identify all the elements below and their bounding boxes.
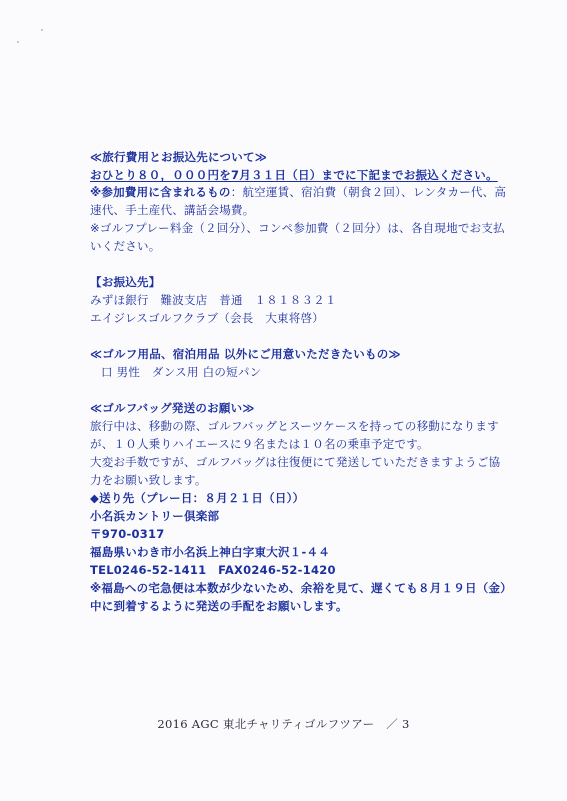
shipping-deadline-note-cont: 中に到着するように発送の手配をお願いします。: [90, 599, 348, 613]
fee-included-cont: 速代、手土産代、講話会場費。: [90, 203, 255, 217]
destination-address: 福島県いわき市小名浜上神白字東大沢１-４４: [90, 545, 331, 559]
destination-zip: 〒970-0317: [90, 527, 165, 541]
shipping-text-line: 大変お手数ですが、ゴルフバッグは往復便にて発送していただきますようご協: [90, 455, 501, 469]
fee-section-heading: ≪旅行費用とお振込先について≫: [90, 150, 268, 164]
fee-excluded-line: ※ゴルフプレー料金（２回分）、コンペ参加費（２回分）は、各自現地でお支払: [90, 221, 505, 235]
bank-heading: 【お振込先】: [90, 275, 161, 289]
destination-club-name: 小名浜カントリー倶楽部: [90, 509, 220, 523]
scan-artifact-mark: ': [17, 40, 19, 48]
page-footer: 2016 AGC 東北チャリティゴルフツアー ／ 3: [157, 717, 410, 731]
items-checklist-item: 口 男性 ダンス用 白の短パン: [101, 365, 262, 379]
fee-included-text: ：航空運賃、宿泊費（朝食２回）、レンタカー代、高: [230, 185, 507, 199]
destination-phone-fax: TEL0246-52-1411 FAX0246-52-1420: [90, 563, 336, 577]
fee-amount-line: おひとり８０，０００円を7月３１日（日）までに下記までお振込ください。: [90, 168, 498, 182]
shipping-text-line: 旅行中は、移動の際、ゴルフバッグとスーツケースを持っての移動になります: [90, 419, 499, 433]
shipping-text-line: が、１０人乗りハイエースに９名または１０名の乗車予定です。: [90, 437, 429, 451]
shipping-heading: ≪ゴルフバッグ発送のお願い≫: [90, 401, 255, 415]
shipping-deadline-note: ※福島への宅急便は本数が少ないため、余裕を見て、遅くても８月１９日（金）: [90, 581, 512, 595]
fee-excluded-cont: いください。: [90, 239, 161, 253]
items-heading: ≪ゴルフ用品、宿泊用品 以外にご用意いただきたいもの≫: [90, 347, 401, 361]
fee-included-line: [90, 185, 506, 199]
scan-artifact-mark: ': [41, 28, 43, 36]
bank-account: みずほ銀行 難波支店 普通 １８１８３２１: [90, 293, 337, 307]
shipping-destination-heading: ◆送り先（プレー日：８月２１日（日））: [90, 491, 305, 505]
shipping-text-line: 力をお願い致します。: [90, 473, 207, 487]
fee-included-label: ※参加費用に含まれるもの: [90, 185, 231, 199]
bank-holder: エイジレスゴルフクラブ（会長 大東将啓）: [90, 311, 325, 325]
